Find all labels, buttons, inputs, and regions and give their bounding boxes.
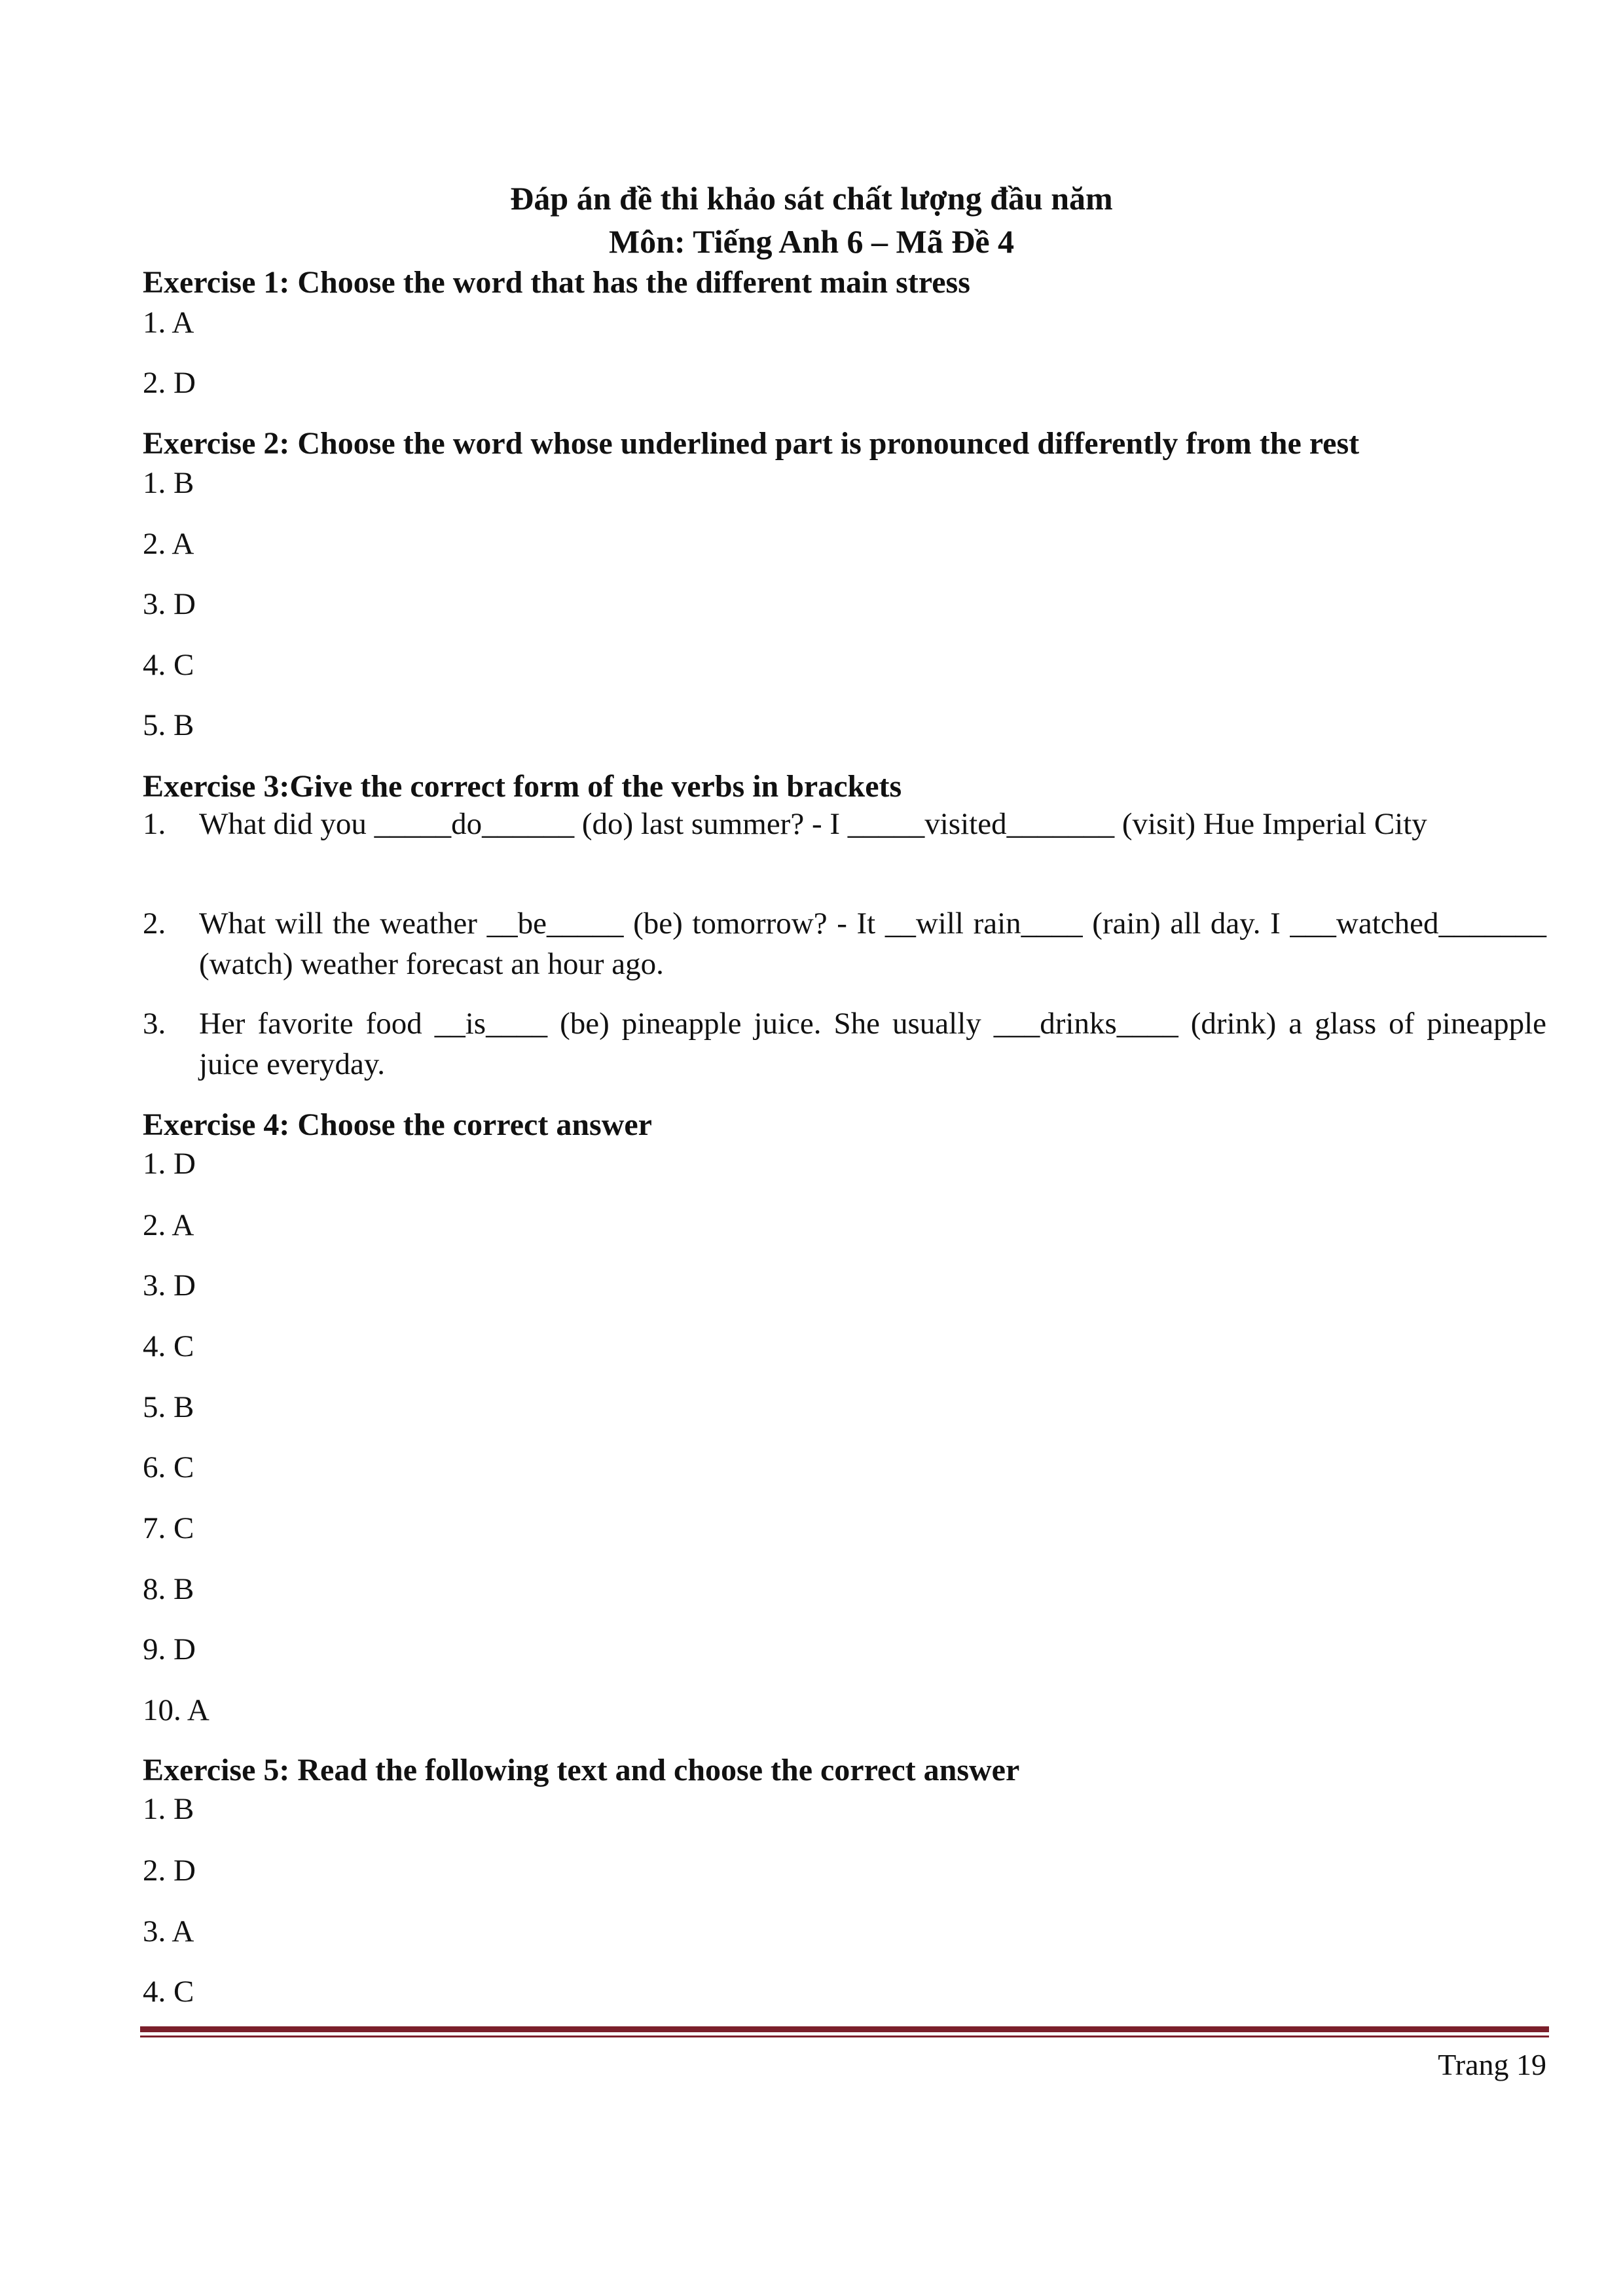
exercise-4-heading: Exercise 4: Choose the correct answer <box>143 1107 652 1142</box>
exercise-4-answer: 7. C <box>143 1511 194 1545</box>
page-number: Trang 19 <box>1438 2048 1546 2081</box>
exercise-4-answer: 3. D <box>143 1268 196 1302</box>
verb-item-number: 3. <box>143 1007 166 1041</box>
verb-item <box>143 1003 1546 1085</box>
footer-divider-thick <box>140 2026 1549 2032</box>
exercise-4-answer: 8. B <box>143 1572 194 1606</box>
verb-item-text: What did you _____do______ (do) last summer? - I _____visited_______ (visit) Hue Imperial City <box>199 807 1427 841</box>
verb-item-number: 2. <box>143 906 166 941</box>
exercise-5-answer: 2. D <box>143 1854 196 1888</box>
exercise-1-answer: 1. A <box>143 306 194 340</box>
verb-item-text: Her favorite food __is____ (be) pineapple juice. She usually ___drinks____ (drink) a glass of pineapple juice everyday. <box>199 1007 1546 1081</box>
exercise-2-answer: 1. B <box>143 466 194 500</box>
exercise-5-heading: Exercise 5: Read the following text and choose the correct answer <box>143 1753 1020 1787</box>
exercise-4-answer: 10. A <box>143 1693 210 1727</box>
exercise-1-heading: Exercise 1: Choose the word that has the different main stress <box>143 265 970 300</box>
exercise-3-heading: Exercise 3:Give the correct form of the verbs in brackets <box>143 769 902 804</box>
exercise-2-answer: 2. A <box>143 527 194 561</box>
exercise-2-answer: 4. C <box>143 648 194 682</box>
exercise-2-answer: 3. D <box>143 587 196 621</box>
verb-item-text: What will the weather __be_____ (be) tomorrow? - It __will rain____ (rain) all day. I ___watched_______ (watch) weather forecast an hour ago. <box>199 906 1546 981</box>
exercise-5-answer: 3. A <box>143 1914 194 1948</box>
exercise-4-answer: 4. C <box>143 1329 194 1363</box>
document-title: Đáp án đề thi khảo sát chất lượng đầu năm <box>510 180 1113 217</box>
exercise-4-answer: 6. C <box>143 1450 194 1484</box>
exercise-2-answer: 5. B <box>143 708 194 742</box>
exercise-4-answer: 5. B <box>143 1390 194 1424</box>
exercise-4-answer: 2. A <box>143 1208 194 1242</box>
verb-item <box>143 903 1546 984</box>
exercise-4-answer: 1. D <box>143 1147 196 1181</box>
exercise-5-answer: 1. B <box>143 1792 194 1826</box>
exercise-1-answer: 2. D <box>143 366 196 400</box>
document-subtitle: Môn: Tiếng Anh 6 – Mã Đề 4 <box>608 223 1015 260</box>
verb-item <box>143 804 1546 844</box>
exercise-4-answer: 9. D <box>143 1632 196 1666</box>
exercise-5-answer: 4. C <box>143 1975 194 2009</box>
exercise-2-heading: Exercise 2: Choose the word whose underlined part is pronounced differently from the rest <box>143 426 1360 461</box>
footer-divider-thin <box>140 2036 1549 2037</box>
verb-item-number: 1. <box>143 807 166 841</box>
